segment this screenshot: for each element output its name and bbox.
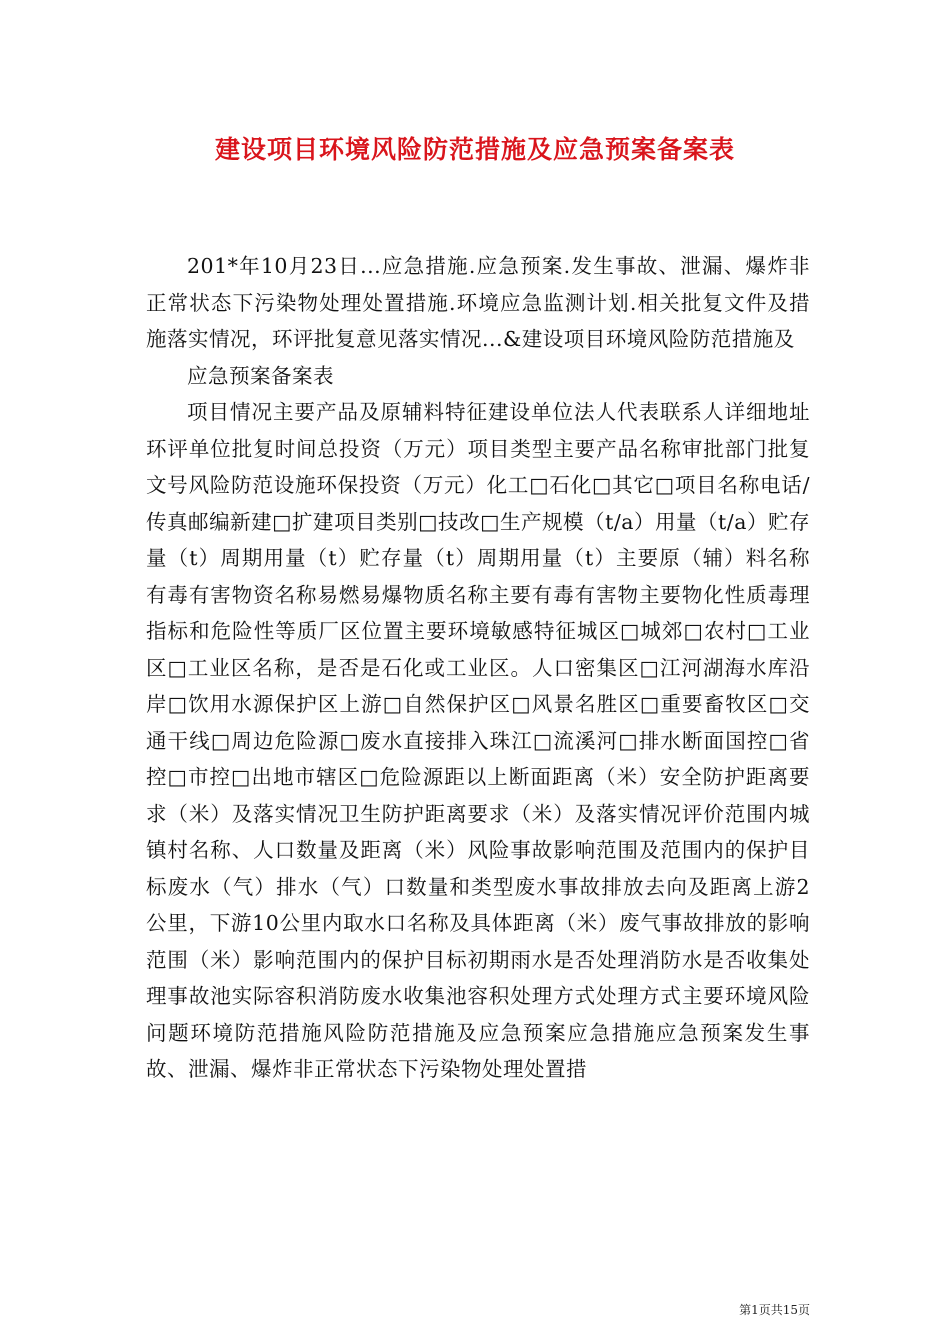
paragraph-intro: 201*年10月23日...应急措施.应急预案.发生事故、泄漏、爆炸非正常状态下污染物处理处置措施.环境应急监测计划.相关批复文件及措施落实情况，环评批复意见落实情况...&建设项目环境风险防范措施及 [146,254,810,351]
paragraph-main: 项目情况主要产品及原辅料特征建设单位法人代表联系人详细地址环评单位批复时间总投资（万元）项目类型主要产品名称审批部门批复文号风险防范设施环保投资（万元）化工□石化□其它□项目名称电话/传真邮编新建□扩建项目类别□技改□生产规模（t/a）用量（t/a）贮存量（t）周期用量（t）贮存量（t）周期用量（t）主要原（辅）料名称有毒有害物资名称易燃易爆物质名称主要有毒有害物主要物化性质毒理指标和危险性等质厂区位置主要环境敏感特征城区□城郊□农村□工业区□工业区名称，是否是石化或工业区。人口密集区□江河湖海水库沿岸□饮用水源保护区上游□自然保护区□风景名胜区□重要畜牧区□交通干线□周边危险源□废水直接排入珠江□流溪河□排水断面国控□省控□市控□出地市辖区□危险源距以上断面距离（米）安全防护距离要求（米）及落实情况卫生防护距离要求（米）及落实情况评价范围内城镇村名称、人口数量及距离（米）风险事故影响范围及范围内的保护目标废水（气）排水（气）口数量和类型废水事故排放去向及距离上游2公里，下游10公里内取水口名称及具体距离（米）废气事故排放的影响范围（米）影响范围内的保护目标初期雨水是否处理消防水是否收集处理事故池实际容积消防废水收集池容积处理方式处理方式主要环境风险问题环境防范措施风险防范措施及应急预案应急措施应急预案发生事故、泄漏、爆炸非正常状态下污染物处理处置措 [146,400,810,1081]
document-body [146,248,810,1088]
paragraph-subtitle: 应急预案备案表 [187,363,334,388]
page-number: 第1页共15页 [739,1303,810,1317]
page-title: 建设项目环境风险防范措施及应急预案备案表 [214,135,735,164]
